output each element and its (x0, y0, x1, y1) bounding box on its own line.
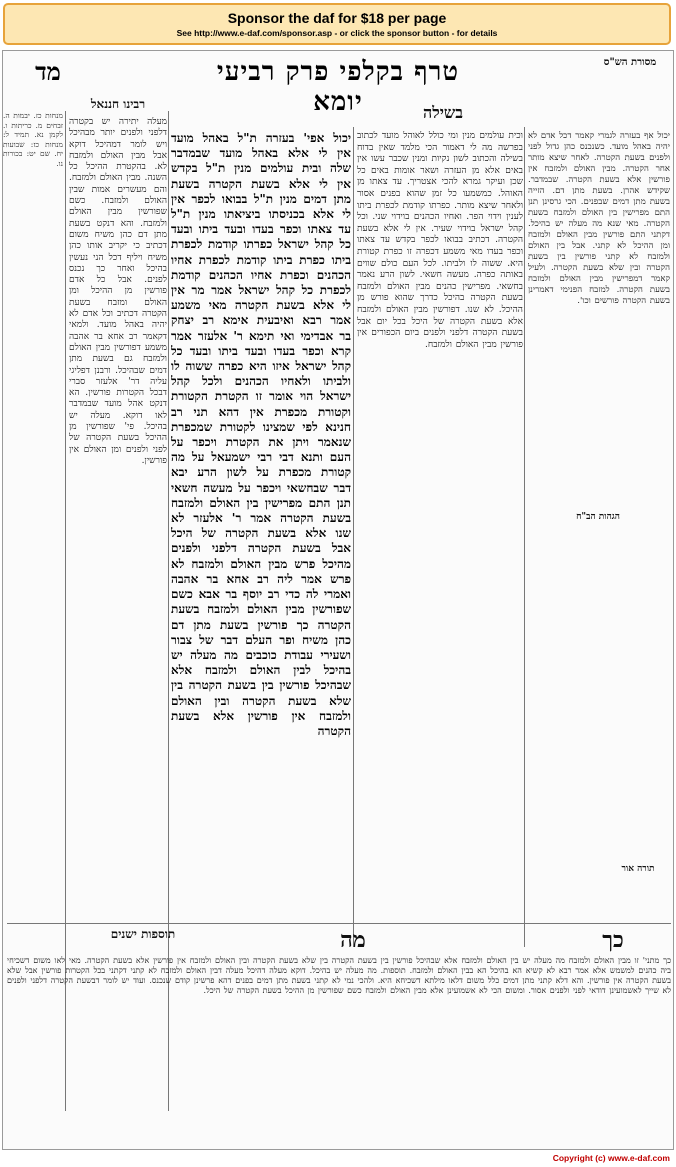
page-title: טרף בקלפי פרק רביעי יומא (216, 57, 460, 117)
talmud-page (2, 50, 674, 1150)
tosafot-heading: רבינו חננאל (90, 97, 146, 111)
mesorah-header: מסורת הש"ס (603, 57, 657, 68)
haggahot-label: הגהות הב"ח (576, 512, 620, 522)
ein-mishpat-column: מנחות כז. יבמות ה. זבחים מ. כריתות ו. לקמן נא. תמיד ל: מנחות כז: שבועות יח. שם יט: בכורות נו. (3, 111, 63, 168)
column-divider (524, 127, 525, 947)
section-divider (7, 923, 671, 924)
rashi-column: וכית עולמים מנין ומי כולל לאוהל מועד לכתוב בפרשה מה לי דאמור הכי מלמד שאין בדוח בשילה והכתוב לשון נקיות ומנין שכבר עשו אין באים אלא מן העזרה ושאר אומות באים כל שכן ועיקר גמרא להכי אצטריך. עד צאתו מן האוהל. כמשמעו כל זמן שהוא בפנים אסור ולאחר שיצא מותר. כפרתו קודמת לכפרת ביתו לענין וידוי הפר. ואחיו הכהנים בוידוי שני. וכל קהל ישראל בוידוי שעיר. אין לי אלא בשעת הקטרה. דכתיב בבואו לכפר בקדש עד צאתו וכפר בעדו מאי משמע דכפרה זו כפרת קטורת היא. ששוה לו ולביתו. לכל העם כולם שווים באותה כפרה. מעשה חשאי. לשון הרע נאמר בחשאי. מפרישין כהנים מבין האולם ולמזבח בשעת הקטרה בהיכל כדרך שהוא פורש מן ההיכל. לא שנו. דפורשין מבין האולם ולמזבח אלא בשעת הקטרה של היכל בכל יום אבל בשעת הקטרה דלפני ולפנים ביום הכפורים אין פורשין מבין האולם ולמזבח. (357, 131, 523, 350)
kach-word: כך (602, 927, 624, 953)
bottom-commentary: כך מתני' זו מבין האולם ולמזבח מה מעלה יש בין האולם ולמזבח אלא שבהיכל פורשין בין בשעת הקטרה בין שלא בשעת הקטרה ובין האולם ולמזבח אין פורשין אלא בשעת הקטרה. מאי לאו משום דשכיחי ביה כהנים למשמש אלא אמר רבא לא קשיא הא בהיכל הא בבין האולם ולמזבח. תוספות. מה מעלה יש בהיכל. דוקא מעלה דהיכל מעלה דבין האולם ולמזבח לא קתני דקתני בכל הקטרות פורשין אבל שלא בשעת הקטרה אין פורשין. והא דלא קתני מתן דמים כלל משום דלאו מילתא דשכיחא היא. ולהכי נמי לא קתני בשעת מתן דמים בפנים דהא פרשינן קודם שנכנס. ועוד יש לומר דבשעת הקטרה דלפני ולפנים לא שייך לאשמועינן דודאי לפני ולפנים אסור. ומשום הכי לא אשמועינן אלא מבין האולם ולמזבח כשם שפורשין מן ההיכל בשעת הקטרה של היכל. (7, 956, 671, 995)
rabbeinu-chananel-column: מעלה יתירה יש בקטרה דלפני ולפנים יותר מבהיכל ויש לומר דמהיכל דוקא אבל מבין האולם ולמזבח לא. בהקטרת ההיכל כל השנה. מבין האולם ולמזבח. והם מעשרים אמות שבין האולם ולמזבח. כשם שפורשין מבין האולם ולמזבח. והא דנקט בשעת מתן דם כהן משיח משום דכתיב כי יקריב אותו כהן משיח ויליף דכל הני נעשין בהיכל ואחר כך נכנס לפנים. אבל כל אדם פורשין מן ההיכל ומן האולם ומזבח בשעת הקטרה דכתיב וכל אדם לא יהיה באהל מועד. ולמאי דקאמר רב אחא בר אהבה משמע דפורשין מבין האולם ולמזבח גם בשעת מתן דמים שבהיכל. ורבנן דפליגי עליה דר' אלעזר סברי דבכל הקטרות פורשין. הא דנקט אהל מועד שבמדבר לאו דוקא. מעלה יש בהיכל. פי' שפורשין מן ההיכל בשעת הקטרה של לפני ולפנים ומן האולם אין פורשין. (69, 117, 167, 466)
sponsor-title[interactable]: Sponsor the daf for $18 per page (227, 10, 447, 26)
mah-word: מה (340, 927, 366, 953)
column-divider (353, 127, 354, 947)
gemara-text: יכול אפי' בעזרה ת"ל באהל מועד אין לי אלא באהל מועד שבמדבר שלה ובית עולמים מנין ת"ל בקדש אין לי אלא בשעת הקטרה בשעת מתן דמים מנין ת"ל בבואו לכפר אין לי אלא בכניסתו ביציאתו מנין ת"ל עד צאתו וכפר בעדו ובעד ביתו ובעד כל קהל ישראל כפרתו קודמת לכפרת ביתו כפרת ביתו קודמת לכפרת אחיו הכהנים וכפרת אחיו הכהנים קודמת לכפרת כל קהל ישראל אמר מר אין לי אלא בשעת הקטרה מאי משמע אמר רבא ואיבעית אימא רב יצחק בר אבדימי ואי תימא ר' אלעזר אמר קרא וכפר בעדו ובעד ביתו ובעד כל קהל ישראל איזו היא כפרה ששוה לו ולביתו ולאחיו הכהנים ולכל קהל ישראל הוי אומר זו הקטרת הקטורת וקטורת מכפרת אין דהא תני רב חנינא לפי שמצינו לקטורת שמכפרת שנאמר ויתן את הקטרת ויכפר על העם ותנא דבי רבי ישמעאל על מה קטורת מכפרת על לשון הרע יבא דבר שבחשאי ויכפר על מעשה חשאי תנן התם מפרישין בין האולם ולמזבח בשעת הקטרה אמר ר' אלעזר לא שנו אלא בשעת הקטרה של היכל אבל בשעת הקטרה דלפני ולפנים מהיכל פרש מבין האולם ולמזבח לא פרש אמר ליה רב אחא בר אהבה ואמרי לה כדי רב יוסף בר אבא כשם שפורשין מבין האולם ולמזבח בשעת הקטרה כך פורשין בשעת מתן דם כהן משיח ופר העלם דבר של צבור ושעירי עבודת כוכבים מה מעלה יש בהיכל לבין האולם ולמזבח אלא שבהיכל פורשין בין בשעת הקטרה בין שלא בשעת הקטרה ובין האולם ולמזבח אין פורשין אלא בשעת הקטרה (171, 131, 351, 738)
copyright-notice[interactable]: Copyright (c) www.e-daf.com (552, 1153, 670, 1163)
sponsor-subtitle[interactable]: See http://www.e-daf.com/sponsor.asp - or click the sponsor button - for details (176, 28, 498, 38)
tosafot-yeshanim-label: תוספות ישנים (110, 927, 176, 941)
rashi-heading: בשילה (423, 103, 463, 122)
torah-or-label: תורה אור (621, 864, 655, 874)
daf-number: מד (35, 57, 61, 86)
commentary-right: יכול אף בעזרה לגמרי קאמר דכל אדם לא יהיה באהל מועד. כשנכנס כהן גדול לפני ולפנים בשעת הקטרה. לאחר שיצא מותר אחר הקטרה. מבין האולם ולמזבח אין פורשין אלא בשעת הקטרה. שבמדבר. שקידש אהרן. בשעת מתן דם. הזייה בשעת מתן דמים שבפנים. הכי גרסינן תנן התם מפרישין בין האולם ולמזבח בשעת הקטרה. מאי שנא מה מעלה יש בהיכל. דקתני התם פורשין מבין האולם ולמזבח ומן ההיכל לא קתני. אבל בין האולם ולמזבח לא קתני פורשין בין בשעת הקטרה ובין שלא בשעת הקטרה. ולעיל קאמר דמפרישין מבין האולם ולמזבח בשעת הקטרה. למזבח הפנימי דאמרינן בשעת הקטרה פורשים וכו'. (528, 131, 670, 306)
sponsor-banner[interactable] (3, 3, 671, 45)
